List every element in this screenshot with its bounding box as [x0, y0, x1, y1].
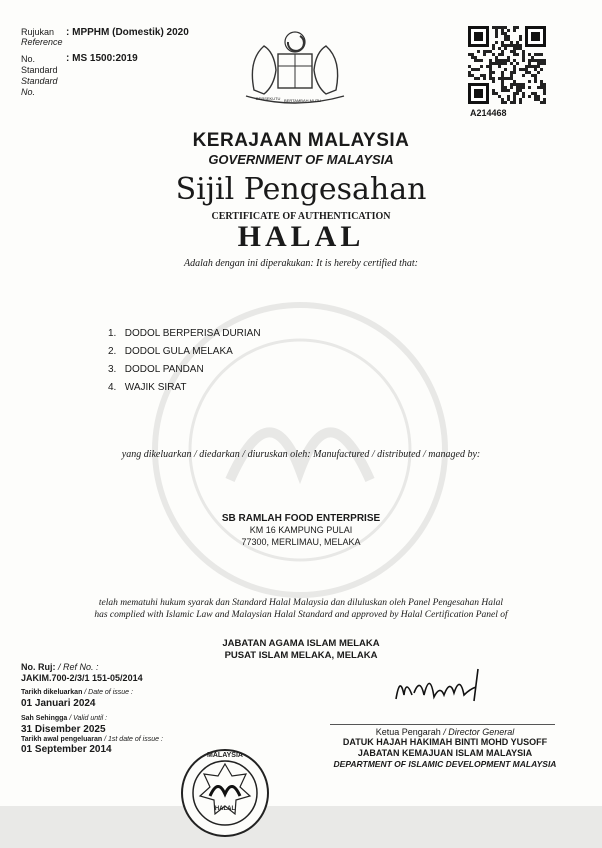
signatory-dept-en: DEPARTMENT OF ISLAMIC DEVELOPMENT MALAYSIA [333, 759, 557, 769]
manufacturer-name: SB RAMLAH FOOD ENTERPRISE [221, 513, 381, 524]
halal-title: HALAL [237, 220, 365, 253]
authority-location: PUSAT ISLAM MELAKA, MELAKA [224, 650, 378, 661]
signature-line [330, 724, 555, 725]
reference-value: : MPPHM (Domestik) 2020 [66, 27, 189, 38]
qr-code-id: A214468 [470, 108, 507, 118]
signatory-title: Ketua Pengarah / Director General [375, 727, 515, 737]
compliance-line-en: has complied with Islamic Law and Malaysian Halal Standard and approved by Halal Certification Panel of [94, 610, 508, 620]
standard-value: : MS 1500:2019 [66, 53, 138, 64]
gov-title-en: GOVERNMENT OF MALAYSIA [208, 152, 394, 167]
list-item: 3. DODOL PANDAN [108, 364, 204, 375]
cert-title-en: CERTIFICATE OF AUTHENTICATION [211, 211, 391, 222]
signatory-name: DATUK HAJAH HAKIMAH BINTI MOHD YUSOFF [342, 737, 548, 747]
issue-value: 01 Januari 2024 [21, 698, 96, 709]
signatory-dept-ms: JABATAN KEMAJUAN ISLAM MALAYSIA [357, 748, 533, 758]
ref-label: No. Ruj: / Ref No. : [21, 662, 99, 672]
bottom-strip [0, 806, 602, 848]
sijil-title: Sijil Pengesahan [175, 172, 427, 207]
issue-label: Tarikh dikeluarkan / Date of issue : [21, 689, 133, 696]
valid-label: Sah Sehingga / Valid until : [21, 715, 108, 722]
crest-motto-right: BERTAMBAH MUTU [284, 98, 322, 103]
list-item: 2. DODOL GULA MELAKA [108, 346, 233, 357]
first-issue-value: 01 September 2014 [21, 744, 112, 755]
list-item: 4. WAJIK SIRAT [108, 382, 187, 393]
ref-value: JAKIM.700-2/3/1 151-05/2014 [21, 673, 143, 683]
manufacturer-intro: yang dikeluarkan / diedarkan / diuruskan oleh: Manufactured / distributed / managed by: [121, 449, 481, 460]
reference-label: Rujukan Reference [21, 27, 63, 47]
valid-value: 31 Disember 2025 [21, 724, 106, 735]
gov-title-ms: KERAJAAN MALAYSIA [192, 130, 410, 151]
crest-motto-left: BERSEKUTU [256, 96, 281, 101]
halal-logo-ring-text: MALAYSIA [207, 752, 243, 759]
authority-name: JABATAN AGAMA ISLAM MELAKA [222, 638, 380, 649]
halal-logo-icon [180, 748, 270, 838]
compliance-line-ms: telah mematuhi hukum syarak dan Standard Halal Malaysia dan diluluskan oleh Panel Pengesahan Halal [98, 598, 504, 608]
list-item: 1. DODOL BERPERISA DURIAN [108, 328, 261, 339]
first-issue-label: Tarikh awal pengeluaran / 1st date of issue : [21, 736, 163, 743]
manufacturer-address1: KM 16 KAMPUNG PULAI [249, 525, 353, 535]
qr-code-icon [468, 26, 546, 104]
certified-line: Adalah dengan ini diperakukan: It is hereby certified that: [183, 258, 419, 269]
manufacturer-address2: 77300, MERLIMAU, MELAKA [241, 537, 361, 547]
product-list [108, 325, 261, 397]
standard-label: No. Standard Standard No. [21, 54, 58, 97]
signature-icon [390, 665, 490, 707]
halal-logo-center-text: HALAL [214, 806, 236, 812]
